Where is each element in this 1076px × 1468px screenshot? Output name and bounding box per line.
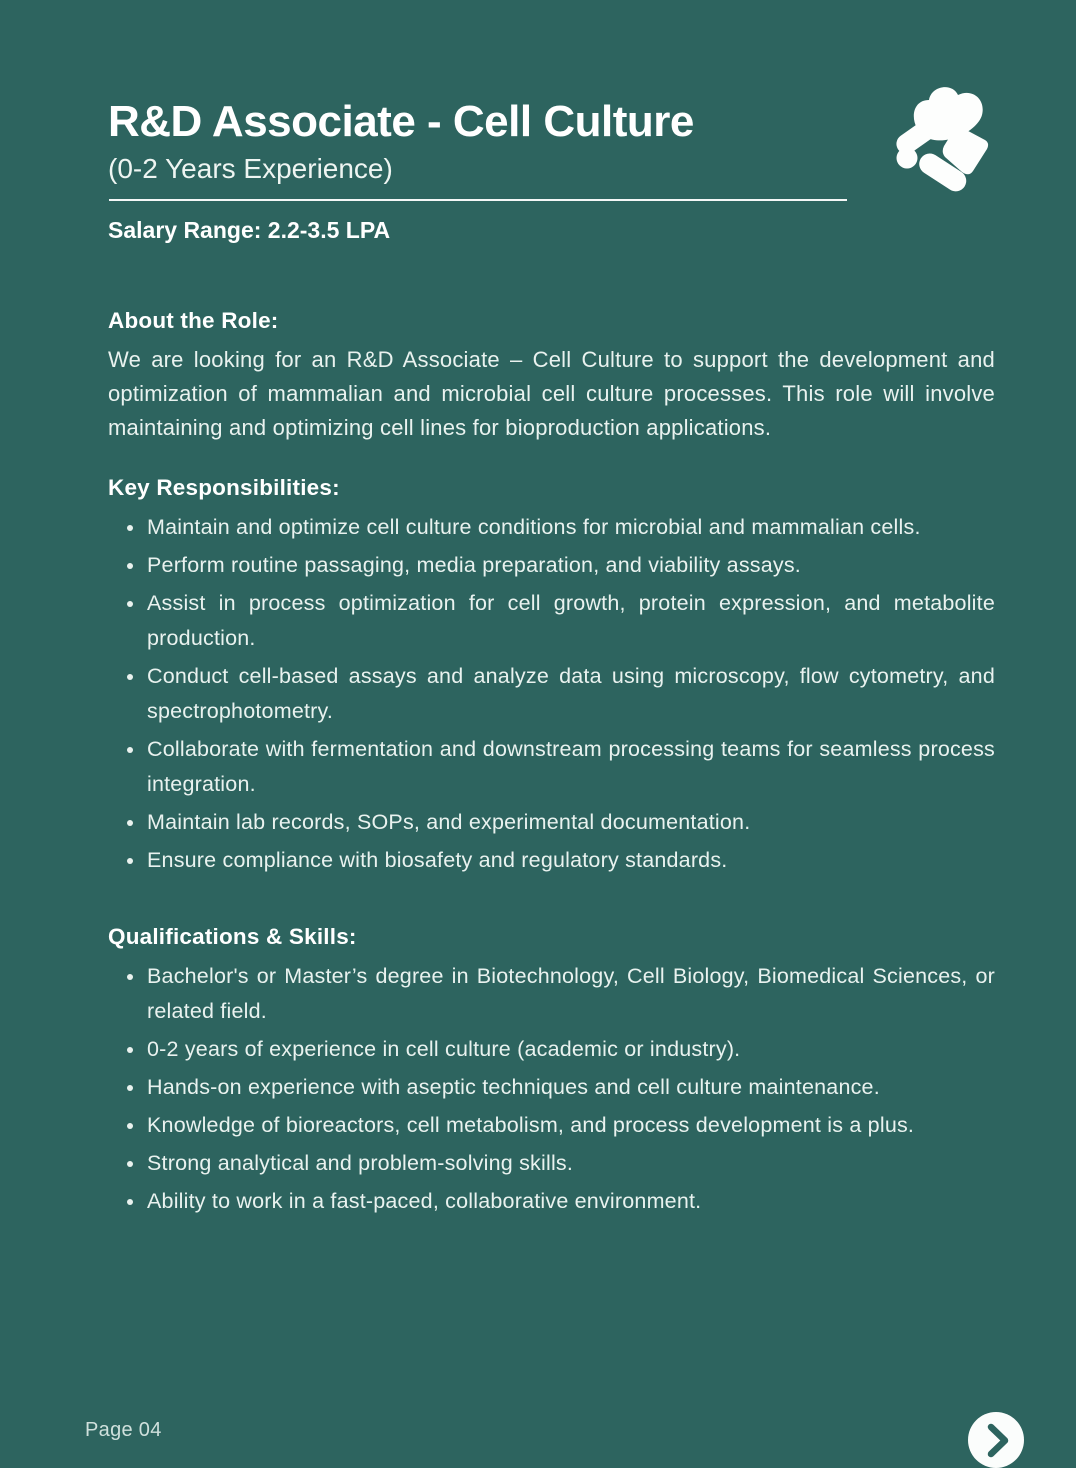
responsibility-item — [108, 548, 995, 583]
responsibilities-heading: Key Responsibilities: — [108, 475, 340, 501]
qualifications-list — [108, 959, 995, 1219]
responsibility-text: Collaborate with fermentation and downstream processing teams for seamless process integration. — [147, 737, 995, 797]
qualification-text: Knowledge of bioreactors, cell metabolism, and process development is a plus. — [147, 1113, 915, 1138]
company-logo-icon — [895, 85, 993, 193]
qualification-item — [108, 1146, 995, 1181]
salary-range: Salary Range: 2.2-3.5 LPA — [108, 217, 391, 244]
qualification-text: Hands-on experience with aseptic techniques and cell culture maintenance. — [147, 1075, 880, 1100]
responsibility-item — [108, 732, 995, 802]
responsibility-text: Maintain lab records, SOPs, and experimental documentation. — [147, 810, 751, 835]
responsibility-item — [108, 805, 995, 840]
qualification-item — [108, 1070, 995, 1105]
responsibility-text: Assist in process optimization for cell growth, protein expression, and metabolite production. — [147, 591, 995, 651]
responsibility-text: Maintain and optimize cell culture conditions for microbial and mammalian cells. — [147, 515, 921, 540]
qualification-item — [108, 959, 995, 1029]
qualification-text: Ability to work in a fast-paced, collaborative environment. — [147, 1189, 702, 1214]
qualification-text: Bachelor's or Master’s degree in Biotechnology, Cell Biology, Biomedical Sciences, or related field. — [147, 964, 995, 1024]
responsibilities-list — [108, 510, 995, 878]
responsibility-item — [108, 843, 995, 878]
about-heading: About the Role: — [108, 308, 279, 334]
next-page-button[interactable] — [968, 1412, 1024, 1468]
qualification-text: 0-2 years of experience in cell culture (academic or industry). — [147, 1037, 741, 1062]
experience-subtitle: (0-2 Years Experience) — [108, 152, 393, 184]
qualification-item — [108, 1032, 995, 1067]
about-body: We are looking for an R&D Associate – Cell Culture to support the development and optimization of mammalian and microbial cell culture processes. This role will involve maintaining and optimizing cell lines for bioproduction applications. — [108, 347, 995, 441]
qualification-item — [108, 1184, 995, 1219]
responsibility-text: Perform routine passaging, media preparation, and viability assays. — [147, 553, 801, 578]
page-title: R&D Associate - Cell Culture — [108, 97, 694, 146]
qualification-item — [108, 1108, 995, 1143]
qualification-text: Strong analytical and problem-solving skills. — [147, 1151, 574, 1176]
responsibility-item — [108, 586, 995, 656]
page-header — [108, 98, 995, 244]
page-number: Page 04 — [85, 1419, 162, 1441]
responsibility-text: Conduct cell-based assays and analyze data using microscopy, flow cytometry, and spectrophotometry. — [147, 664, 995, 724]
responsibility-text: Ensure compliance with biosafety and regulatory standards. — [147, 848, 728, 873]
header-divider — [109, 199, 847, 201]
about-section — [108, 308, 995, 445]
responsibility-item — [108, 510, 995, 545]
responsibility-item — [108, 659, 995, 729]
chevron-right-icon — [968, 1412, 1024, 1468]
responsibilities-section — [108, 475, 995, 878]
qualifications-section — [108, 924, 995, 1219]
qualifications-heading: Qualifications & Skills: — [108, 924, 357, 950]
